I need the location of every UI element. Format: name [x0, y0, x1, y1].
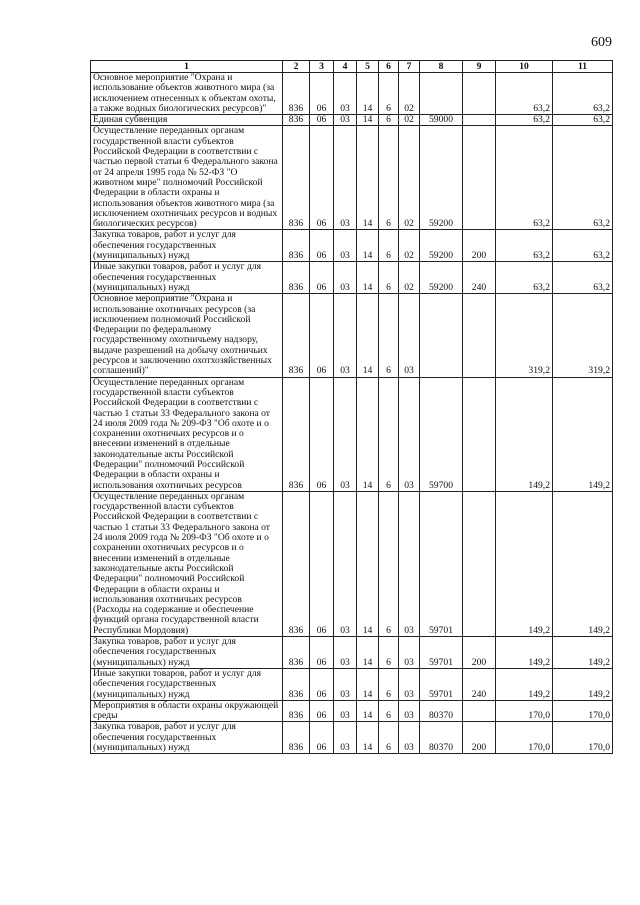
column-header: 3	[310, 61, 334, 73]
code-cell: 03	[334, 722, 357, 754]
code-cell: 836	[283, 126, 310, 230]
code-cell: 03	[334, 230, 357, 262]
code-cell: 836	[283, 262, 310, 294]
row-name-cell: Закупка товаров, работ и услуг для обеспечения государственных (муниципальных) нужд	[91, 637, 283, 669]
code-cell: 03	[334, 668, 357, 700]
code-cell	[463, 126, 496, 230]
code-cell: 200	[463, 637, 496, 669]
table-row	[91, 262, 613, 294]
code-cell: 59200	[420, 230, 463, 262]
code-cell: 14	[357, 722, 379, 754]
amount-cell: 63,2	[496, 73, 553, 115]
table-row	[91, 115, 613, 126]
row-name-cell: Осуществление переданных органам государственной власти субъектов Российской Федерации в соответствии с частью первой статьи 6 Федерального закона от 24 апреля 1995 года № 52-ФЗ "О животном мире" полномочий Российской Федерации в области охраны и использования объектов животного мира (за исключением охотничьих ресурсов и водных биологических ресурсов)	[91, 126, 283, 230]
code-cell: 14	[357, 700, 379, 722]
amount-cell: 149,2	[553, 377, 613, 491]
code-cell: 06	[310, 262, 334, 294]
code-cell: 14	[357, 491, 379, 636]
code-cell: 80370	[420, 700, 463, 722]
row-name-cell: Основное мероприятие "Охрана и использование охотничьих ресурсов (за исключением полномочий Российской Федерации по федеральному государственному охотничьему надзору, выдаче разрешений на добычу охотничьих ресурсов и заключению охотхозяйственных соглашений)"	[91, 294, 283, 377]
code-cell: 03	[334, 491, 357, 636]
code-cell: 6	[379, 668, 399, 700]
row-name-cell: Мероприятия в области охраны окружающей среды	[91, 700, 283, 722]
amount-cell: 149,2	[496, 491, 553, 636]
code-cell: 03	[334, 262, 357, 294]
code-cell: 240	[463, 262, 496, 294]
code-cell: 03	[399, 294, 420, 377]
code-cell: 836	[283, 637, 310, 669]
code-cell: 03	[399, 637, 420, 669]
amount-cell: 149,2	[496, 377, 553, 491]
code-cell	[463, 377, 496, 491]
code-cell: 06	[310, 377, 334, 491]
amount-cell: 63,2	[496, 262, 553, 294]
code-cell: 06	[310, 73, 334, 115]
row-name-cell: Осуществление переданных органам государственной власти субъектов Российской Федерации в соответствии с частью 1 статьи 33 Федерального закона от 24 июля 2009 года № 209-ФЗ "Об охоте и о сохранении охотничьих ресурсов и о внесении изменений в отдельные законодательные акты Российской Федерации" полномочий Российской Федерации в области охраны и использования охотничьих ресурсов	[91, 377, 283, 491]
table-row	[91, 294, 613, 377]
table-row	[91, 668, 613, 700]
code-cell: 200	[463, 722, 496, 754]
amount-cell: 170,0	[553, 722, 613, 754]
amount-cell: 170,0	[553, 700, 613, 722]
code-cell: 03	[399, 722, 420, 754]
code-cell: 06	[310, 637, 334, 669]
code-cell: 836	[283, 294, 310, 377]
code-cell	[463, 491, 496, 636]
code-cell: 03	[399, 377, 420, 491]
code-cell: 59701	[420, 668, 463, 700]
code-cell: 59200	[420, 262, 463, 294]
code-cell: 03	[334, 126, 357, 230]
table-row	[91, 73, 613, 115]
code-cell: 6	[379, 637, 399, 669]
code-cell: 6	[379, 262, 399, 294]
table-row	[91, 230, 613, 262]
row-name-cell: Иные закупки товаров, работ и услуг для обеспечения государственных (муниципальных) нужд	[91, 668, 283, 700]
code-cell: 836	[283, 377, 310, 491]
table-row	[91, 637, 613, 669]
code-cell: 59701	[420, 637, 463, 669]
code-cell: 836	[283, 115, 310, 126]
code-cell: 03	[399, 491, 420, 636]
code-cell: 06	[310, 294, 334, 377]
row-name-cell: Основное мероприятие "Охрана и использование объектов животного мира (за исключением отнесенных к объектам охоты, а также водных биологических ресурсов)"	[91, 73, 283, 115]
code-cell: 6	[379, 700, 399, 722]
row-name-cell: Осуществление переданных органам государственной власти субъектов Российской Федерации в соответствии с частью 1 статьи 33 Федерального закона от 24 июля 2009 года № 209-ФЗ "Об охоте и о сохранении охотничьих ресурсов и о внесении изменений в отдельные законодательные акты Российской Федерации" полномочий Российской Федерации в области охраны и использования охотничьих ресурсов (Расходы на содержание и обеспечение функций органа государственной власти Республики Мордовия)	[91, 491, 283, 636]
code-cell: 03	[334, 115, 357, 126]
amount-cell: 63,2	[553, 230, 613, 262]
amount-cell: 319,2	[553, 294, 613, 377]
code-cell: 06	[310, 700, 334, 722]
code-cell: 06	[310, 668, 334, 700]
column-header: 5	[357, 61, 379, 73]
code-cell: 80370	[420, 722, 463, 754]
code-cell: 6	[379, 230, 399, 262]
code-cell: 6	[379, 126, 399, 230]
table-row	[91, 377, 613, 491]
code-cell: 836	[283, 722, 310, 754]
code-cell: 240	[463, 668, 496, 700]
page-number: 609	[591, 35, 612, 50]
code-cell: 06	[310, 491, 334, 636]
code-cell: 6	[379, 115, 399, 126]
amount-cell: 149,2	[553, 668, 613, 700]
column-header: 2	[283, 61, 310, 73]
header-row	[91, 61, 613, 73]
amount-cell: 63,2	[496, 230, 553, 262]
column-header: 4	[334, 61, 357, 73]
code-cell: 59701	[420, 491, 463, 636]
code-cell: 59000	[420, 115, 463, 126]
code-cell: 200	[463, 230, 496, 262]
row-name-cell: Иные закупки товаров, работ и услуг для обеспечения государственных (муниципальных) нужд	[91, 262, 283, 294]
code-cell: 06	[310, 115, 334, 126]
code-cell: 03	[334, 294, 357, 377]
amount-cell: 170,0	[496, 722, 553, 754]
table-row	[91, 700, 613, 722]
table-row	[91, 722, 613, 754]
column-header: 9	[463, 61, 496, 73]
code-cell: 836	[283, 491, 310, 636]
row-name-cell: Единая субвенция	[91, 115, 283, 126]
amount-cell: 63,2	[553, 262, 613, 294]
code-cell: 14	[357, 73, 379, 115]
code-cell: 14	[357, 115, 379, 126]
code-cell: 06	[310, 230, 334, 262]
amount-cell: 63,2	[496, 126, 553, 230]
amount-cell: 170,0	[496, 700, 553, 722]
code-cell: 14	[357, 262, 379, 294]
row-name-cell: Закупка товаров, работ и услуг для обеспечения государственных (муниципальных) нужд	[91, 722, 283, 754]
code-cell: 6	[379, 377, 399, 491]
code-cell: 02	[399, 262, 420, 294]
code-cell: 06	[310, 126, 334, 230]
code-cell	[420, 294, 463, 377]
code-cell: 03	[334, 377, 357, 491]
code-cell	[463, 73, 496, 115]
code-cell: 14	[357, 637, 379, 669]
amount-cell: 319,2	[496, 294, 553, 377]
code-cell	[463, 700, 496, 722]
column-header: 7	[399, 61, 420, 73]
code-cell: 03	[334, 73, 357, 115]
code-cell: 836	[283, 668, 310, 700]
table-row	[91, 126, 613, 230]
code-cell: 03	[334, 700, 357, 722]
code-cell: 02	[399, 73, 420, 115]
code-cell: 14	[357, 668, 379, 700]
code-cell: 836	[283, 230, 310, 262]
code-cell: 02	[399, 230, 420, 262]
code-cell: 02	[399, 115, 420, 126]
amount-cell: 63,2	[496, 115, 553, 126]
code-cell: 836	[283, 700, 310, 722]
code-cell: 6	[379, 73, 399, 115]
row-name-cell: Закупка товаров, работ и услуг для обеспечения государственных (муниципальных) нужд	[91, 230, 283, 262]
amount-cell: 63,2	[553, 126, 613, 230]
amount-cell: 149,2	[553, 491, 613, 636]
code-cell: 6	[379, 722, 399, 754]
code-cell: 14	[357, 294, 379, 377]
code-cell	[420, 73, 463, 115]
column-header: 6	[379, 61, 399, 73]
column-header: 11	[553, 61, 613, 73]
code-cell: 14	[357, 377, 379, 491]
amount-cell: 63,2	[553, 73, 613, 115]
code-cell: 06	[310, 722, 334, 754]
code-cell: 6	[379, 491, 399, 636]
column-header: 10	[496, 61, 553, 73]
code-cell	[463, 115, 496, 126]
column-header: 8	[420, 61, 463, 73]
amount-cell: 63,2	[553, 115, 613, 126]
code-cell: 836	[283, 73, 310, 115]
budget-table	[90, 60, 613, 754]
code-cell: 02	[399, 126, 420, 230]
code-cell: 03	[399, 668, 420, 700]
code-cell: 14	[357, 230, 379, 262]
code-cell: 6	[379, 294, 399, 377]
amount-cell: 149,2	[496, 637, 553, 669]
code-cell: 03	[334, 637, 357, 669]
code-cell: 59200	[420, 126, 463, 230]
code-cell: 14	[357, 126, 379, 230]
column-header: 1	[91, 61, 283, 73]
amount-cell: 149,2	[496, 668, 553, 700]
code-cell: 03	[399, 700, 420, 722]
code-cell: 59700	[420, 377, 463, 491]
table-row	[91, 491, 613, 636]
code-cell	[463, 294, 496, 377]
amount-cell: 149,2	[553, 637, 613, 669]
